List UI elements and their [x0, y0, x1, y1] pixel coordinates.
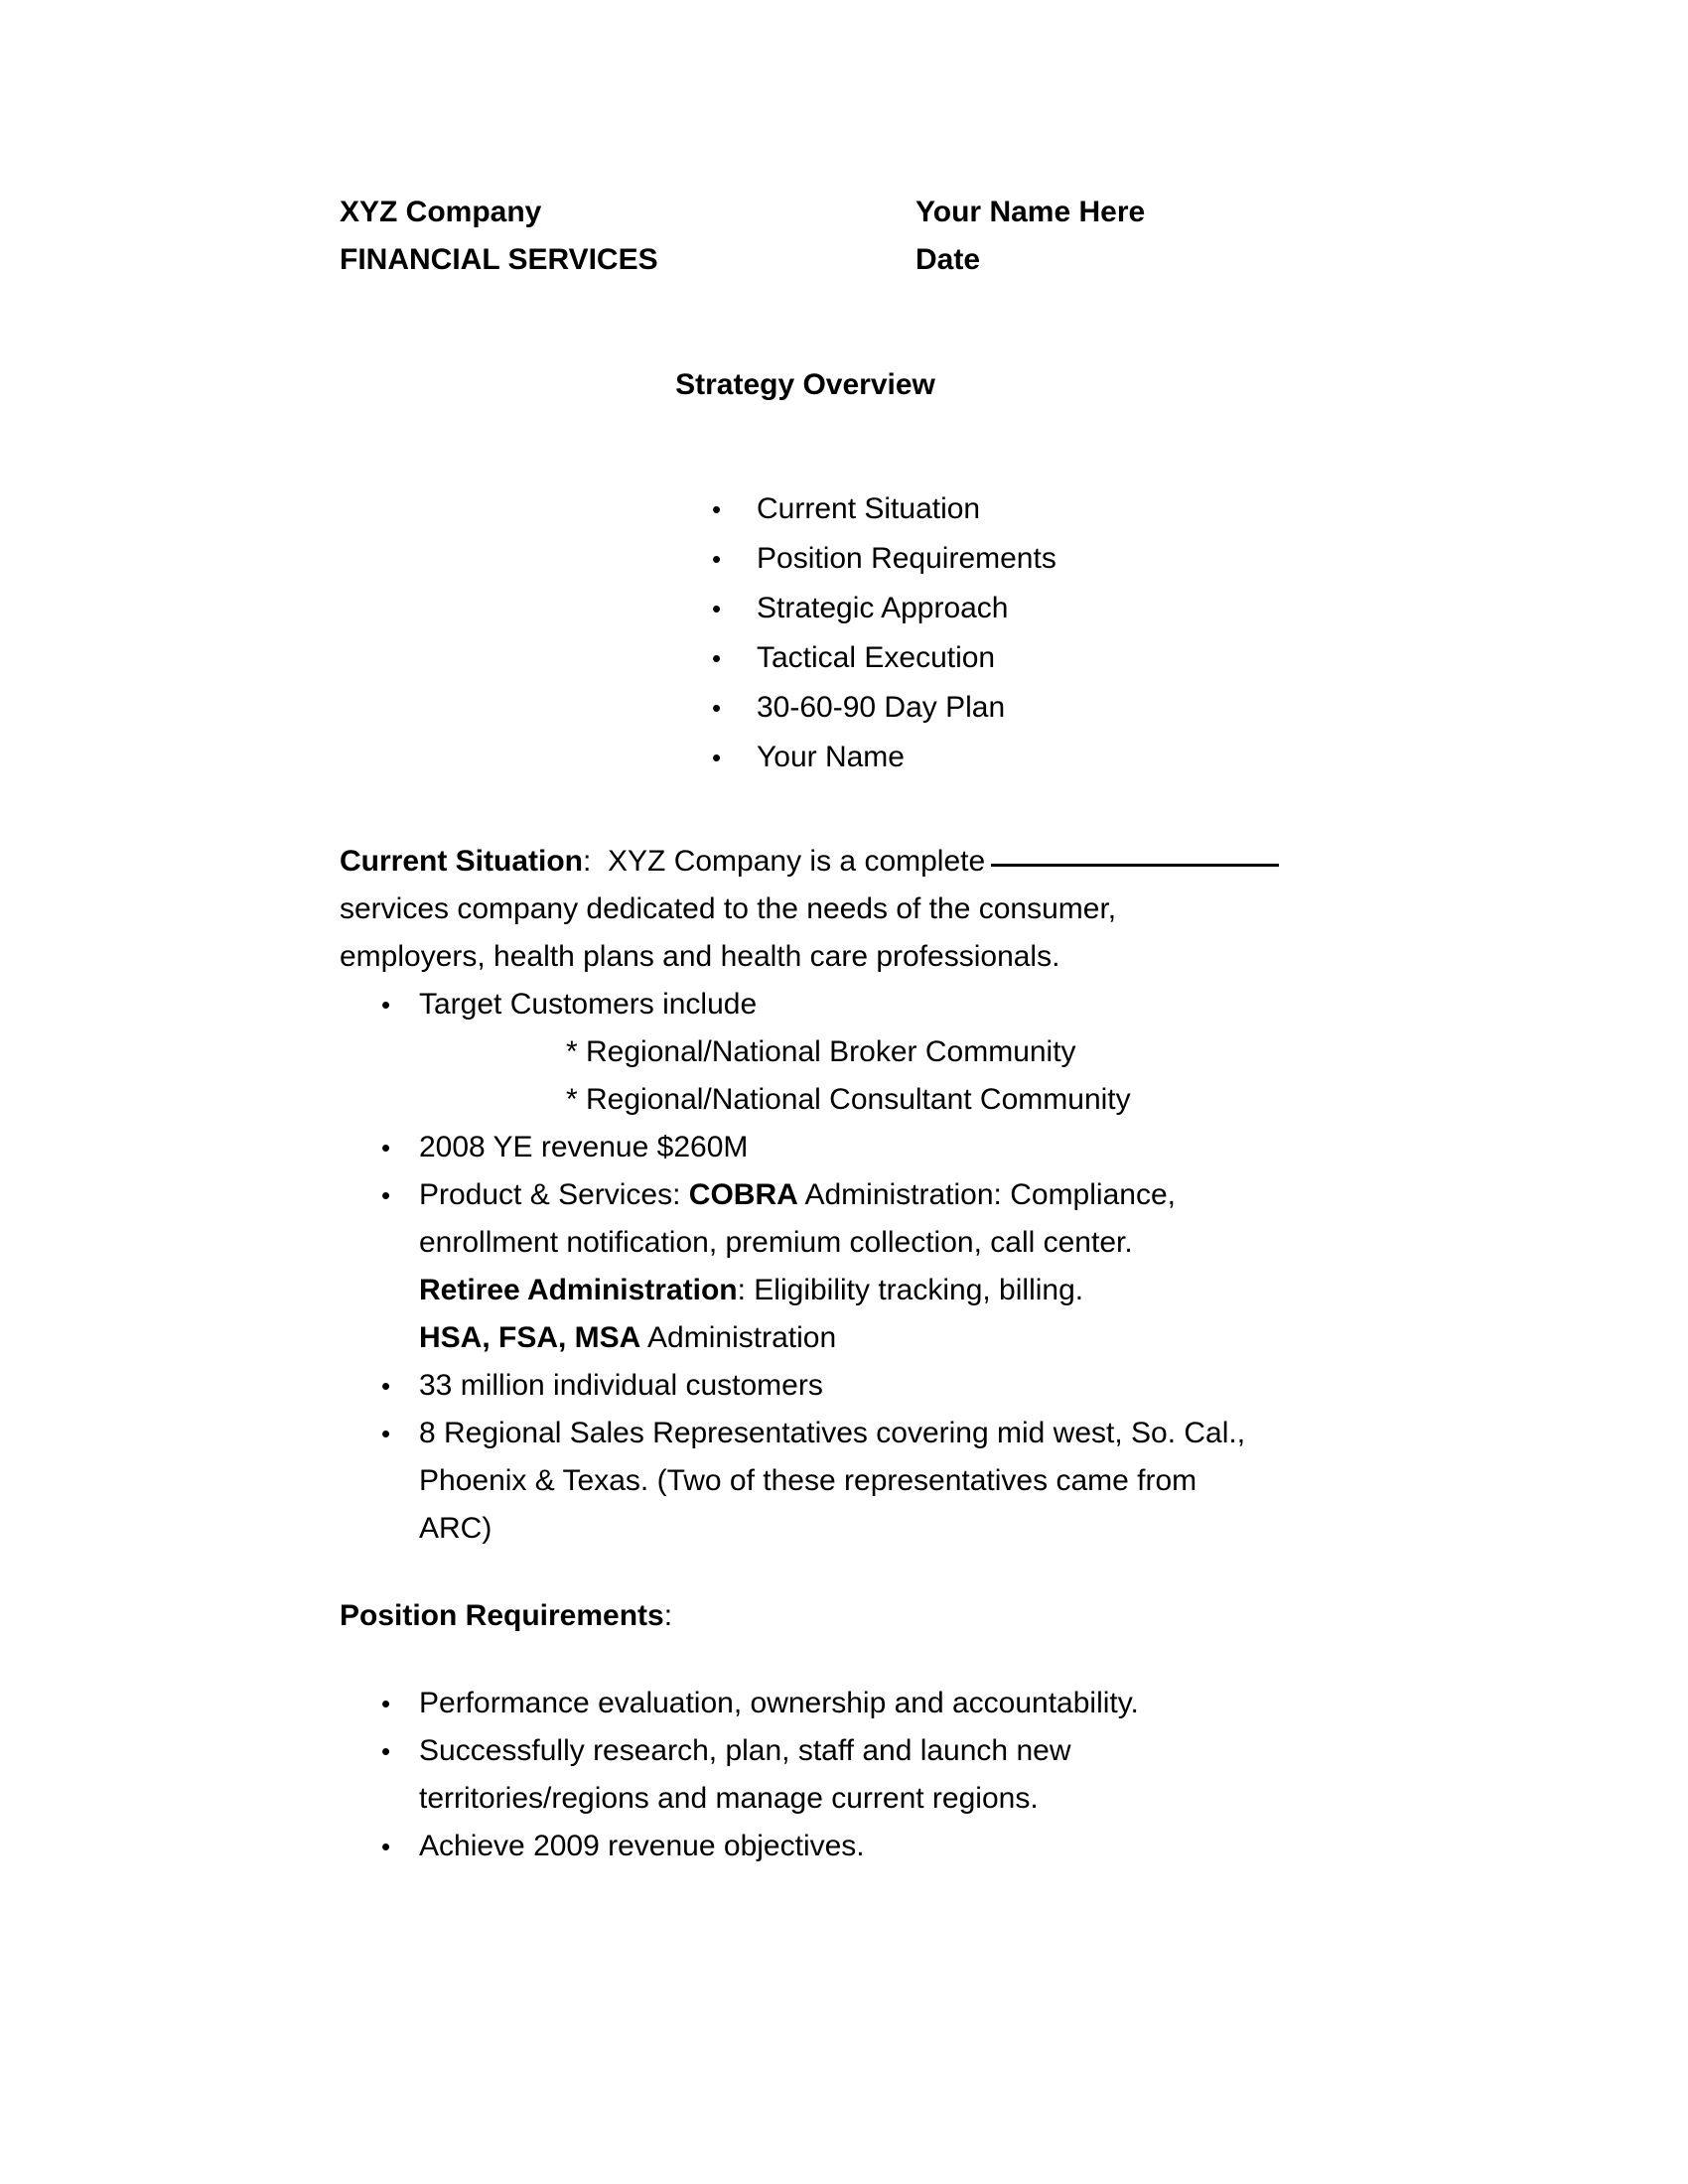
spacer — [340, 782, 1390, 838]
list-item — [340, 981, 1472, 1124]
retiree-administration-line — [419, 1267, 1472, 1314]
position-requirements-heading: Position Requirements — [340, 1599, 664, 1632]
overview-item-label: Tactical Execution — [757, 641, 996, 674]
company-name: XYZ Company — [340, 196, 542, 228]
cobra-description: Administration: Compliance, — [804, 1178, 1176, 1211]
sales-reps-line1: 8 Regional Sales Representatives covering mid west, So. Cal., — [419, 1417, 1246, 1449]
requirement-label: Performance evaluation, ownership and accountability. — [419, 1687, 1139, 1719]
list-item — [340, 1171, 1472, 1362]
overview-item-label: Your Name — [757, 741, 905, 773]
author-name: Your Name Here — [915, 196, 1146, 228]
sales-reps-line2: Phoenix & Texas. (Two of these representatives came from — [419, 1464, 1197, 1497]
header-left-column — [340, 189, 915, 284]
list-item — [340, 1124, 1472, 1171]
overview-item-label: Strategic Approach — [757, 592, 1009, 624]
strategy-overview-list — [340, 484, 1390, 782]
list-item — [340, 1680, 1472, 1727]
list-item — [340, 733, 1390, 782]
list-item — [340, 1727, 1472, 1823]
overview-item-label: 30-60-90 Day Plan — [757, 691, 1006, 724]
current-situation-section — [340, 838, 1390, 1553]
list-item — [340, 484, 1390, 534]
document-header — [340, 189, 1390, 284]
document-date: Date — [915, 243, 981, 276]
current-situation-bullets — [340, 981, 1390, 1553]
header-right-column — [915, 189, 1333, 284]
hsa-fsa-msa-line — [419, 1314, 1472, 1362]
list-item — [340, 633, 1390, 683]
cobra-label: COBRA — [688, 1178, 798, 1211]
heading-colon: : — [663, 1599, 673, 1632]
hsa-fsa-msa-description: Administration — [647, 1321, 837, 1354]
sales-reps-line3: ARC) — [419, 1512, 492, 1545]
individual-customers-label: 33 million individual customers — [419, 1369, 823, 1402]
list-item — [340, 683, 1390, 733]
list-item — [340, 1362, 1472, 1410]
overview-item-label: Position Requirements — [757, 542, 1056, 575]
retiree-administration-label: Retiree Administration — [419, 1274, 738, 1306]
star-item: * Regional/National Broker Community — [566, 1035, 1076, 1068]
position-requirements-bullets — [340, 1680, 1390, 1870]
product-services-lead: Product & Services: — [419, 1178, 681, 1211]
current-situation-intro — [340, 838, 1392, 981]
product-services-line2: enrollment notification, premium collection, call center. — [419, 1226, 1133, 1259]
position-requirements-heading-line — [340, 1592, 1390, 1640]
position-requirements-section — [340, 1592, 1390, 1870]
requirement-label: Achieve 2009 revenue objectives. — [419, 1830, 865, 1862]
page-title: Strategy Overview — [675, 368, 935, 401]
current-situation-line3: employers, health plans and health care professionals. — [340, 940, 1060, 973]
star-item: * Regional/National Consultant Community — [566, 1083, 1131, 1116]
list-item — [340, 534, 1390, 584]
requirement-line2: territories/regions and manage current regions. — [419, 1782, 1039, 1815]
overview-item-label: Current Situation — [757, 492, 981, 525]
spacer — [340, 1553, 1390, 1592]
hsa-fsa-msa-label: HSA, FSA, MSA — [419, 1321, 641, 1354]
current-situation-line2: services company dedicated to the needs of the consumer, — [340, 892, 1117, 925]
heading-colon: : — [583, 845, 592, 878]
revenue-label: 2008 YE revenue $260M — [419, 1131, 749, 1163]
spacer — [340, 1640, 1390, 1680]
requirement-label: Successfully research, plan, staff and launch new — [419, 1734, 1071, 1767]
company-division: FINANCIAL SERVICES — [340, 243, 658, 276]
current-situation-heading: Current Situation — [340, 845, 583, 878]
list-item — [340, 584, 1390, 633]
list-item — [340, 1410, 1472, 1553]
fill-in-blank-rule — [991, 864, 1279, 867]
retiree-administration-description: : Eligibility tracking, billing. — [737, 1274, 1084, 1306]
list-item — [340, 1823, 1472, 1870]
target-customers-label: Target Customers include — [419, 988, 758, 1021]
current-situation-intro-text: XYZ Company is a complete — [608, 845, 986, 878]
